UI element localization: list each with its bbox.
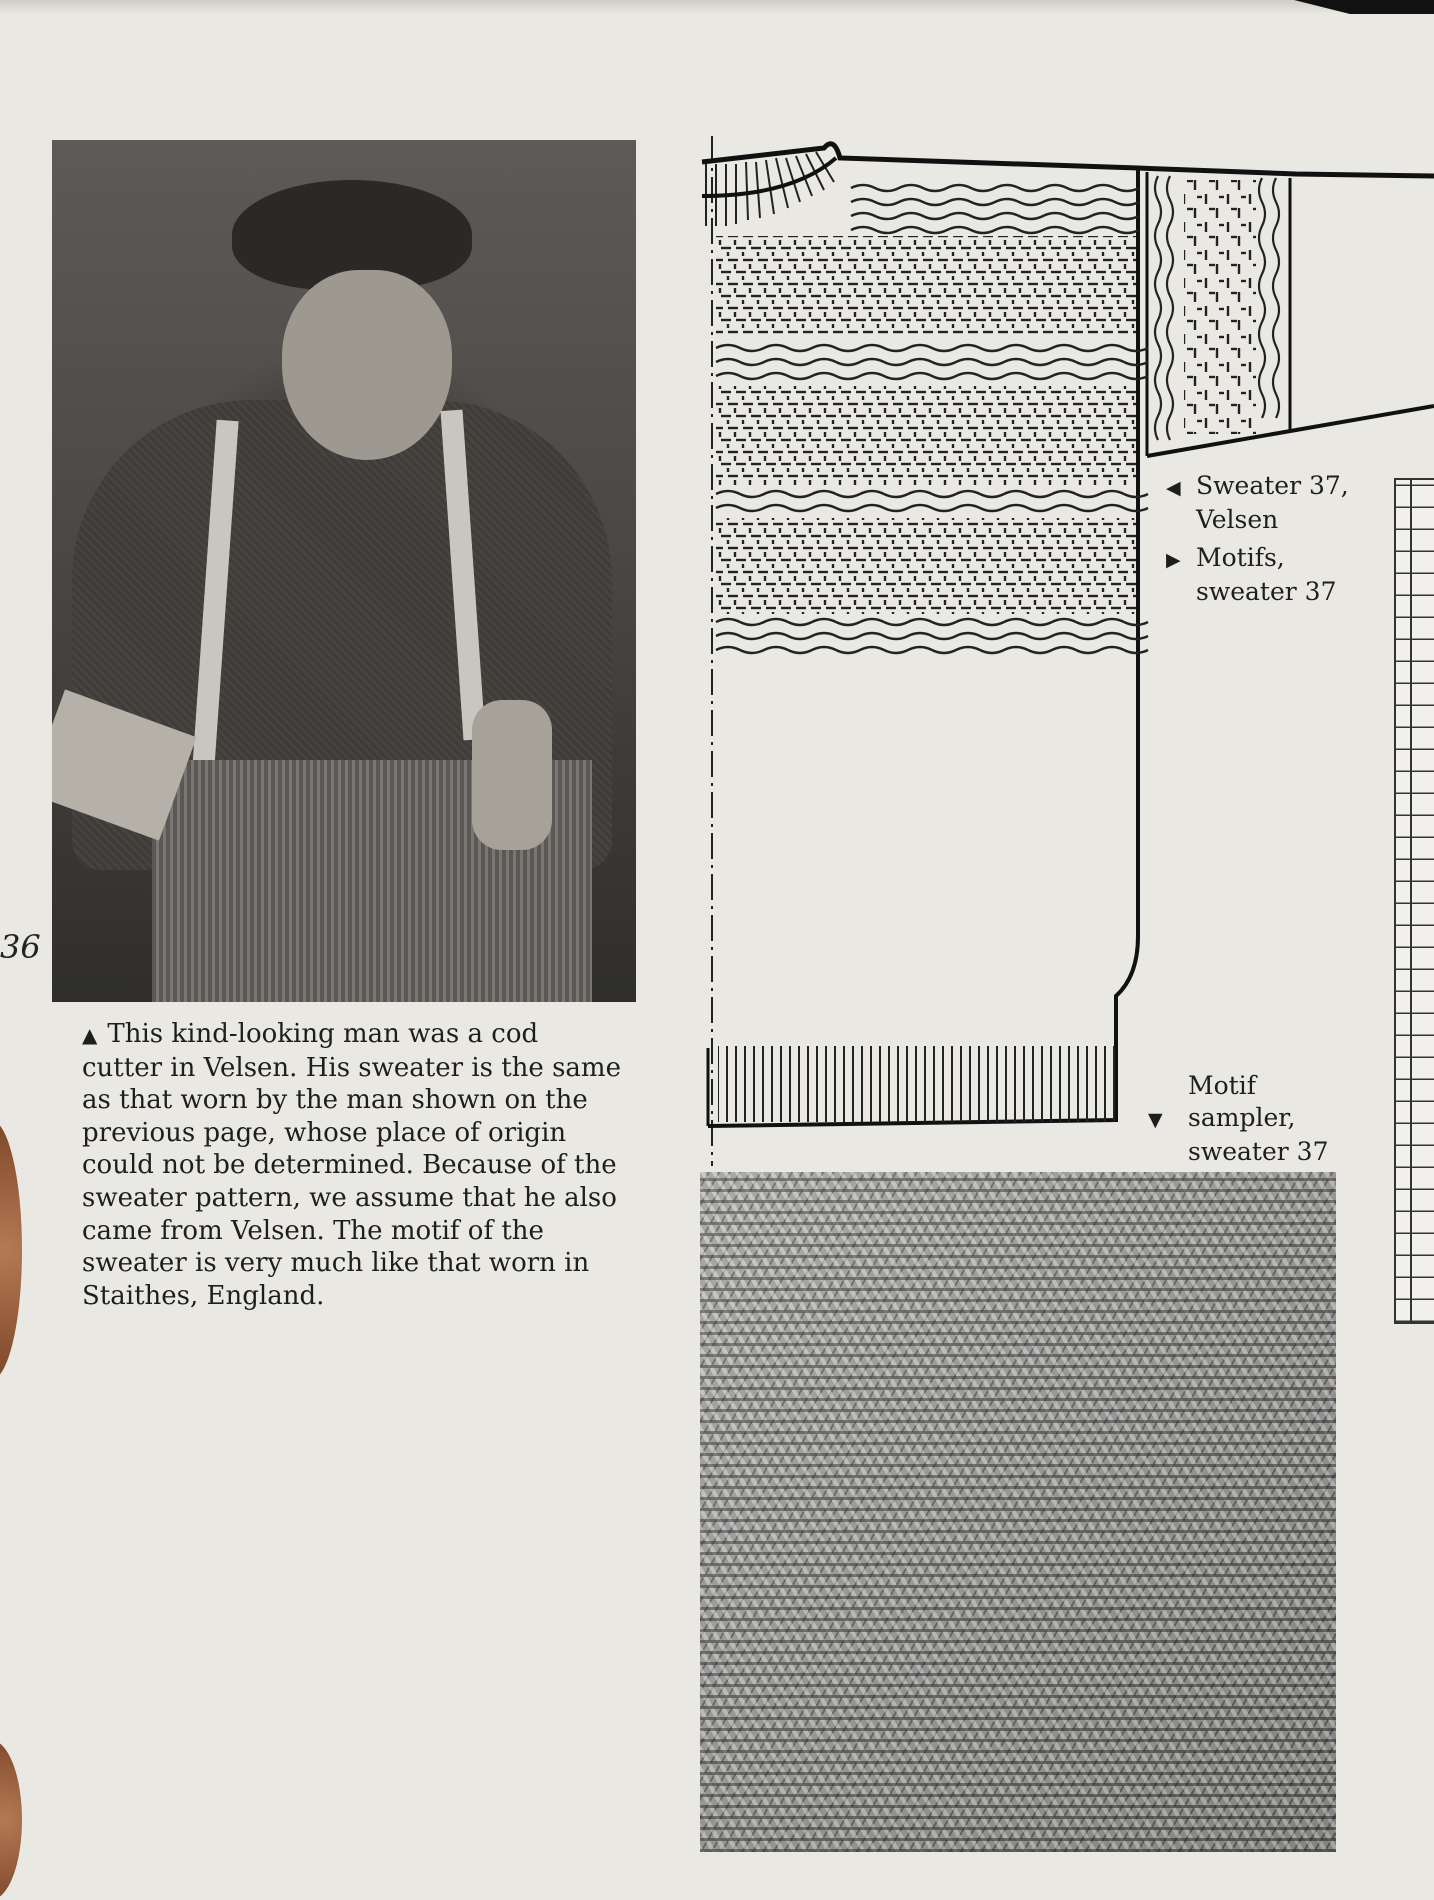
triangle-up-icon: ▲ bbox=[82, 1023, 98, 1047]
triangle-right-icon: ▶ bbox=[1166, 549, 1181, 571]
page-top-edge bbox=[0, 0, 1434, 14]
finger-upper bbox=[0, 1120, 22, 1380]
motif-block-3 bbox=[716, 518, 1136, 614]
motif-chart-grid bbox=[1394, 478, 1434, 1324]
caption-line: could not be determined. Because of the bbox=[82, 1150, 617, 1181]
photo-face bbox=[282, 270, 452, 460]
photo-cod-cutter bbox=[52, 140, 636, 1002]
finger-lower bbox=[0, 1740, 22, 1900]
motif-block-1 bbox=[716, 236, 1136, 336]
caption-line: previous page, whose place of origin bbox=[82, 1117, 567, 1148]
caption-line: sweater pattern, we assume that he also bbox=[82, 1182, 617, 1213]
page-number: 36 bbox=[0, 928, 41, 966]
label-motif-sampler: Motif ▼ sampler, sweater 37 bbox=[1148, 1071, 1329, 1166]
chart-column-line bbox=[1410, 480, 1412, 1322]
caption-line: came from Velsen. The motif of the bbox=[82, 1215, 544, 1246]
photo-caption bbox=[82, 1018, 682, 1312]
label-sweater-37: ◀ Sweater 37, Velsen bbox=[1166, 471, 1349, 534]
motif-block-2 bbox=[716, 386, 1136, 486]
shoulder-line bbox=[702, 144, 1434, 176]
label-motifs: ▶ Motifs, sweater 37 bbox=[1166, 543, 1337, 606]
sweater-schematic-diagram bbox=[696, 136, 1434, 1166]
sampler-shading bbox=[700, 1172, 1336, 1852]
caption-line: cutter in Velsen. His sweater is the same bbox=[82, 1052, 621, 1083]
photo-hand-right bbox=[472, 700, 552, 850]
triangle-down-icon: ▼ bbox=[1148, 1109, 1163, 1131]
caption-line: as that worn by the man shown on the bbox=[82, 1085, 588, 1116]
caption-line: ▲ This kind-looking man was a cod bbox=[82, 1019, 539, 1049]
motif-sampler-photo bbox=[700, 1172, 1336, 1852]
triangle-left-icon: ◀ bbox=[1166, 477, 1181, 499]
caption-line: sweater is very much like that worn in bbox=[82, 1248, 590, 1279]
hem-ribbing bbox=[718, 1046, 1116, 1122]
caption-line: Staithes, England. bbox=[82, 1280, 325, 1311]
sleeve-motif-block bbox=[1184, 180, 1256, 434]
